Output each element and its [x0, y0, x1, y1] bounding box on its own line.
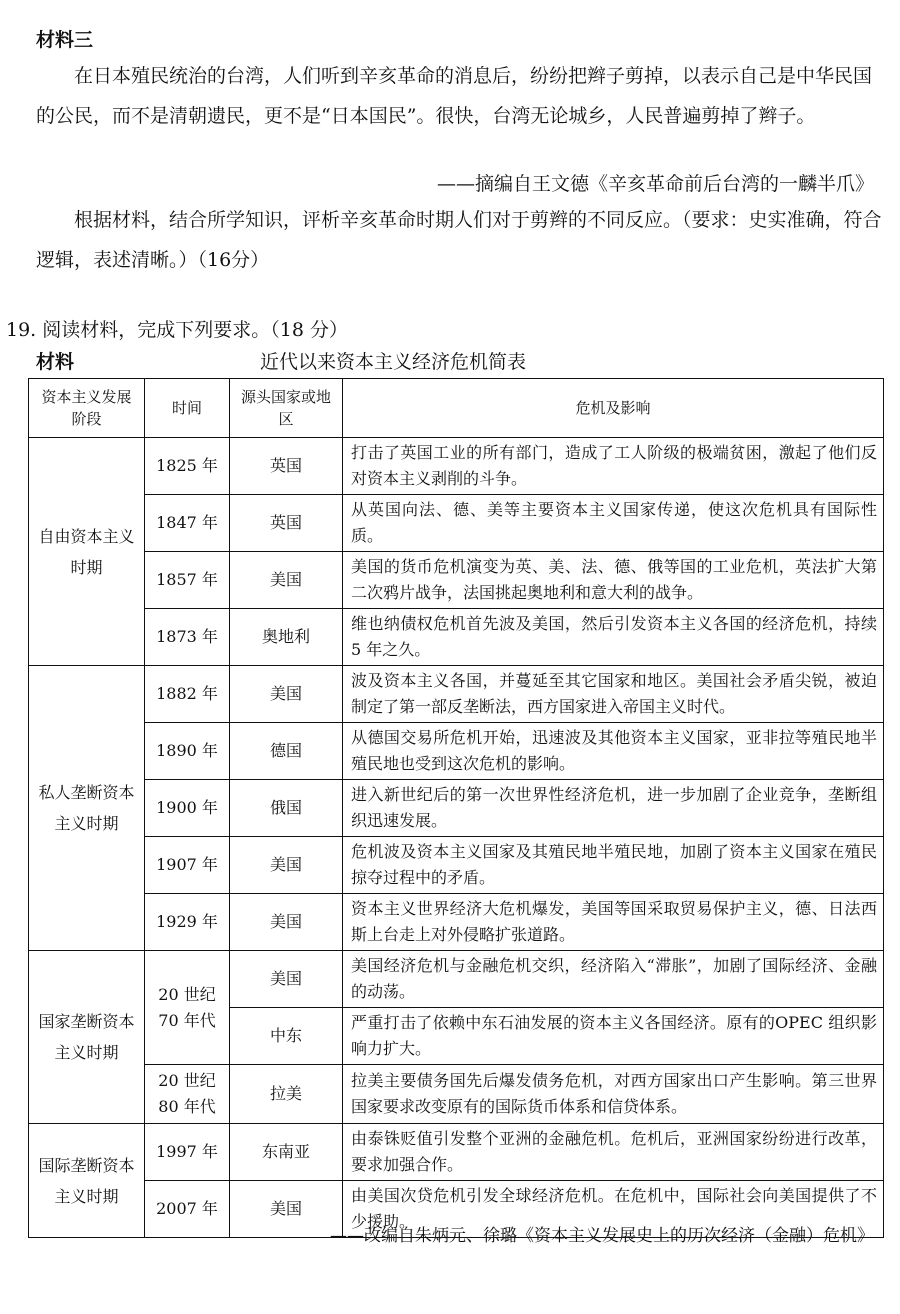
origin-cell: 奥地利 — [230, 609, 343, 666]
table-row — [29, 552, 884, 609]
table-row — [29, 1065, 884, 1124]
time-cell: 1857 年 — [145, 552, 230, 609]
header-impact: 危机及影响 — [343, 379, 884, 438]
impact-cell: 从德国交易所危机开始，迅速波及其他资本主义国家，亚非拉等殖民地半殖民地也受到这次危机的影响。 — [343, 723, 884, 780]
material3-source: ——摘编自王文德《辛亥革命前后台湾的一麟半爪》 — [436, 173, 874, 195]
origin-cell: 美国 — [230, 894, 343, 951]
impact-cell: 危机波及资本主义国家及其殖民地半殖民地，加剧了资本主义国家在殖民掠夺过程中的矛盾。 — [343, 837, 884, 894]
table-row — [29, 837, 884, 894]
impact-cell: 严重打击了依赖中东石油发展的资本主义各国经济。原有的OPEC 组织影响力扩大。 — [343, 1008, 884, 1065]
origin-cell: 英国 — [230, 438, 343, 495]
stage-free-capitalism: 自由资本主义时期 — [29, 438, 145, 666]
table-row — [29, 1124, 884, 1181]
impact-cell: 波及资本主义各国，并蔓延至其它国家和地区。美国社会矛盾尖锐，被迫制定了第一部反垄断法，西方国家进入帝国主义时代。 — [343, 666, 884, 723]
material3-paragraph: 在日本殖民统治的台湾，人们听到辛亥革命的消息后，纷纷把辫子剪掉，以表示自己是中华民国的公民，而不是清朝遗民，更不是“日本国民”。很快，台湾无论城乡，人民普遍剪掉了辫子。 — [36, 65, 873, 127]
time-cell: 1900 年 — [145, 780, 230, 837]
origin-cell: 美国 — [230, 552, 343, 609]
impact-cell: 进入新世纪后的第一次世界性经济危机，进一步加剧了企业竞争，垄断组织迅速发展。 — [343, 780, 884, 837]
time-cell: 1873 年 — [145, 609, 230, 666]
header-origin: 源头国家或地区 — [230, 379, 343, 438]
stage-state-monopoly: 国家垄断资本主义时期 — [29, 951, 145, 1124]
origin-cell: 美国 — [230, 1181, 343, 1238]
stage-international-monopoly: 国际垄断资本主义时期 — [29, 1124, 145, 1238]
material3-title: 材料三 — [36, 29, 94, 51]
table-row — [29, 495, 884, 552]
time-cell: 20 世纪70 年代 — [145, 951, 230, 1065]
table-title: 近代以来资本主义经济危机简表 — [260, 351, 527, 373]
impact-cell: 美国经济危机与金融危机交织，经济陷入“滞胀”，加剧了国际经济、金融的动荡。 — [343, 951, 884, 1008]
material-label: 材料 — [36, 351, 75, 373]
table-source: ——改编自朱炳元、徐璐《资本主义发展史上的历次经济（金融）危机》 — [330, 1226, 874, 1246]
impact-cell: 从英国向法、德、美等主要资本主义国家传递，使这次危机具有国际性质。 — [343, 495, 884, 552]
material3-question: 根据材料，结合所学知识，评析辛亥革命时期人们对于剪辫的不同反应。（要求：史实准确，符合逻辑，表述清晰。）（16分） — [36, 209, 882, 271]
time-cell: 1997 年 — [145, 1124, 230, 1181]
crisis-table — [28, 378, 884, 1238]
table-row — [29, 894, 884, 951]
origin-cell: 中东 — [230, 1008, 343, 1065]
time-cell: 1847 年 — [145, 495, 230, 552]
header-time: 时间 — [145, 379, 230, 438]
origin-cell: 英国 — [230, 495, 343, 552]
table-row — [29, 951, 884, 1008]
impact-cell: 打击了英国工业的所有部门，造成了工人阶级的极端贫困，激起了他们反对资本主义剥削的斗争。 — [343, 438, 884, 495]
time-cell: 2007 年 — [145, 1181, 230, 1238]
origin-cell: 德国 — [230, 723, 343, 780]
time-cell: 1907 年 — [145, 837, 230, 894]
impact-cell: 由泰铢贬值引发整个亚洲的金融危机。危机后，亚洲国家纷纷进行改革，要求加强合作。 — [343, 1124, 884, 1181]
table-row — [29, 780, 884, 837]
impact-cell: 由美国次贷危机引发全球经济危机。在危机中，国际社会向美国提供了不少援助。 — [343, 1181, 884, 1238]
time-cell: 1882 年 — [145, 666, 230, 723]
table-header-row — [29, 379, 884, 438]
question-19-prompt: 19. 阅读材料，完成下列要求。（18 分） — [6, 319, 348, 341]
origin-cell: 美国 — [230, 666, 343, 723]
table-row — [29, 438, 884, 495]
origin-cell: 东南亚 — [230, 1124, 343, 1181]
time-cell: 20 世纪80 年代 — [145, 1065, 230, 1124]
time-cell: 1890 年 — [145, 723, 230, 780]
table-row — [29, 666, 884, 723]
origin-cell: 俄国 — [230, 780, 343, 837]
origin-cell: 拉美 — [230, 1065, 343, 1124]
time-cell: 1825 年 — [145, 438, 230, 495]
impact-cell: 资本主义世界经济大危机爆发，美国等国采取贸易保护主义，德、日法西斯上台走上对外侵略扩张道路。 — [343, 894, 884, 951]
stage-private-monopoly: 私人垄断资本主义时期 — [29, 666, 145, 951]
impact-cell: 拉美主要债务国先后爆发债务危机，对西方国家出口产生影响。第三世界国家要求改变原有的国际货币体系和信贷体系。 — [343, 1065, 884, 1124]
impact-cell: 维也纳债权危机首先波及美国，然后引发资本主义各国的经济危机，持续 5 年之久。 — [343, 609, 884, 666]
origin-cell: 美国 — [230, 951, 343, 1008]
origin-cell: 美国 — [230, 837, 343, 894]
time-cell: 1929 年 — [145, 894, 230, 951]
table-row — [29, 723, 884, 780]
header-stage: 资本主义发展阶段 — [29, 379, 145, 438]
table-row — [29, 609, 884, 666]
impact-cell: 美国的货币危机演变为英、美、法、德、俄等国的工业危机，英法扩大第二次鸦片战争，法国挑起奥地利和意大利的战争。 — [343, 552, 884, 609]
